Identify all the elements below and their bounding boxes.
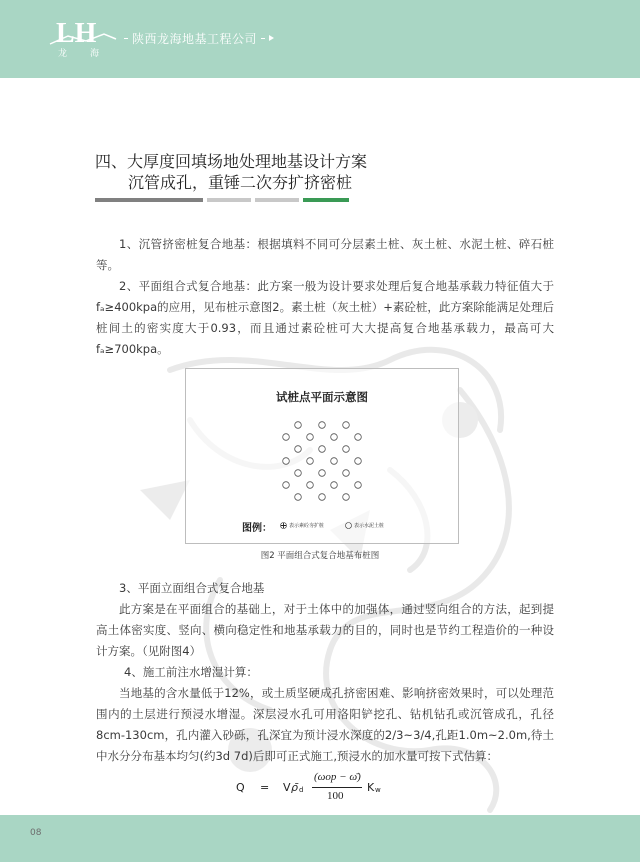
paragraph-2: 2、平面组合式复合地基：此方案一般为设计要求处理后复合地基承载力特征值大于fₐ≥400kpa的应用，见布桩示意图2。素土桩（灰土桩）+素砼桩，此方案除能满足处理后桩间土的密实度大于0.93，而且通过素砼桩可大大提高复合地基承载力，最高可大fₐ≥700kpa。 (96, 279, 554, 356)
figure-title: 试桩点平面示意图 (276, 390, 368, 404)
legend-circle-text: 表示水泥土桩 (354, 523, 385, 529)
formula-equals: = (260, 781, 270, 794)
paragraph-1: 1、沉管挤密桩复合地基：根据填料不同可分层素土桩、灰土桩、水泥土桩、碎石桩等。 (96, 237, 554, 272)
legend-label: 图例： (242, 523, 272, 534)
soil-pile-icon (295, 494, 302, 501)
footer-band (0, 815, 640, 862)
soil-pile-icon (355, 482, 362, 489)
formula-rho: ρ̄ (291, 781, 298, 794)
soil-pile-icon (331, 458, 338, 465)
formula-numerator: (ωop − ω̄) (314, 771, 361, 783)
underline-bar-dark (95, 198, 203, 202)
paragraph-4-body: 当地基的含水量低于12%，或土质坚硬成孔挤密困难、影响挤密效果时，可以处理范围内的土层进行预浸水增湿。深层浸水孔可用洛阳铲挖孔、钻机钻孔或沉管成孔，孔径8cm-130cm，孔内灌入砂砾，孔深宜为预计浸水深度的2/3~3/4,孔距1.0m~2.0m,待土中水分分布基本均匀(约3d 7d)后即可正式施工,预浸水的加水量可按下式估算： (96, 686, 554, 763)
pile-grid (186, 369, 458, 543)
logo-char-right: 海 (90, 49, 100, 59)
soil-pile-icon (355, 458, 362, 465)
soil-pile-icon (331, 482, 338, 489)
soil-pile-icon (343, 494, 350, 501)
formula-volume: V (283, 781, 291, 794)
formula-lhs: Q (236, 781, 245, 794)
formula-k: K (367, 781, 375, 794)
underline-bar-light-2 (255, 198, 299, 202)
soil-pile-icon (343, 470, 350, 477)
paragraph-4-heading: 4、施工前注水增湿计算： (124, 665, 258, 679)
formula-k-sub: w (375, 786, 381, 794)
soil-pile-icon (295, 470, 302, 477)
legend-plus-item (280, 522, 324, 529)
body-text-bottom (96, 578, 554, 767)
formula-fraction-bar (312, 787, 362, 788)
logo-char-left: 龙 (58, 49, 68, 59)
soil-pile-icon (295, 446, 302, 453)
underline-bar-light-1 (207, 198, 251, 202)
legend-plus-text: 表示素砼夯扩桩 (289, 523, 325, 529)
circle-icon (345, 522, 352, 529)
pile-layout-figure (185, 368, 459, 544)
soil-pile-icon (319, 470, 326, 477)
arrow-right-icon (269, 35, 274, 41)
section-title: 四、大厚度回填场地处理地基设计方案 (95, 152, 368, 171)
soil-pile-icon (307, 482, 314, 489)
body-text-top (96, 234, 554, 360)
figure-caption: 图2 平面组合式复合地基布桩图 (260, 551, 380, 561)
soil-pile-icon (319, 494, 326, 501)
soil-pile-icon (307, 458, 314, 465)
company-logo (48, 14, 118, 60)
soil-pile-icon (283, 482, 290, 489)
soil-pile-icon (343, 422, 350, 429)
page-number: 08 (30, 828, 42, 838)
soil-pile-icon (343, 446, 350, 453)
soil-pile-icon (355, 434, 362, 441)
formula-denominator: 100 (327, 790, 344, 802)
soil-pile-icon (319, 446, 326, 453)
section-subtitle: 沉管成孔，重锤二次夯扩挤密桩 (128, 173, 353, 192)
company-name: 陕西龙海地基工程公司 (131, 31, 257, 46)
paragraph-3-heading: 3、平面立面组合式复合地基 (119, 581, 265, 595)
soil-pile-icon (307, 434, 314, 441)
paragraph-3-body: 此方案是在平面组合的基础上，对于土体中的加强体，通过竖向组合的方法，起到提高土体密实度、竖向、横向稳定性和地基承载力的目的，同时也是节约工程造价的一种设计方案。（见附图4） (96, 602, 554, 658)
soil-pile-icon (283, 434, 290, 441)
company-name-line (124, 31, 274, 45)
soil-pile-icon (295, 422, 302, 429)
soil-pile-icon (319, 422, 326, 429)
soil-pile-icon (331, 434, 338, 441)
soil-pile-icon (283, 458, 290, 465)
logo-letters: LH (56, 18, 97, 49)
underline-bar-green (303, 198, 349, 202)
formula-rho-sub: d (299, 786, 304, 794)
legend-circle-item (345, 522, 384, 529)
plus-circle-icon (280, 522, 287, 529)
